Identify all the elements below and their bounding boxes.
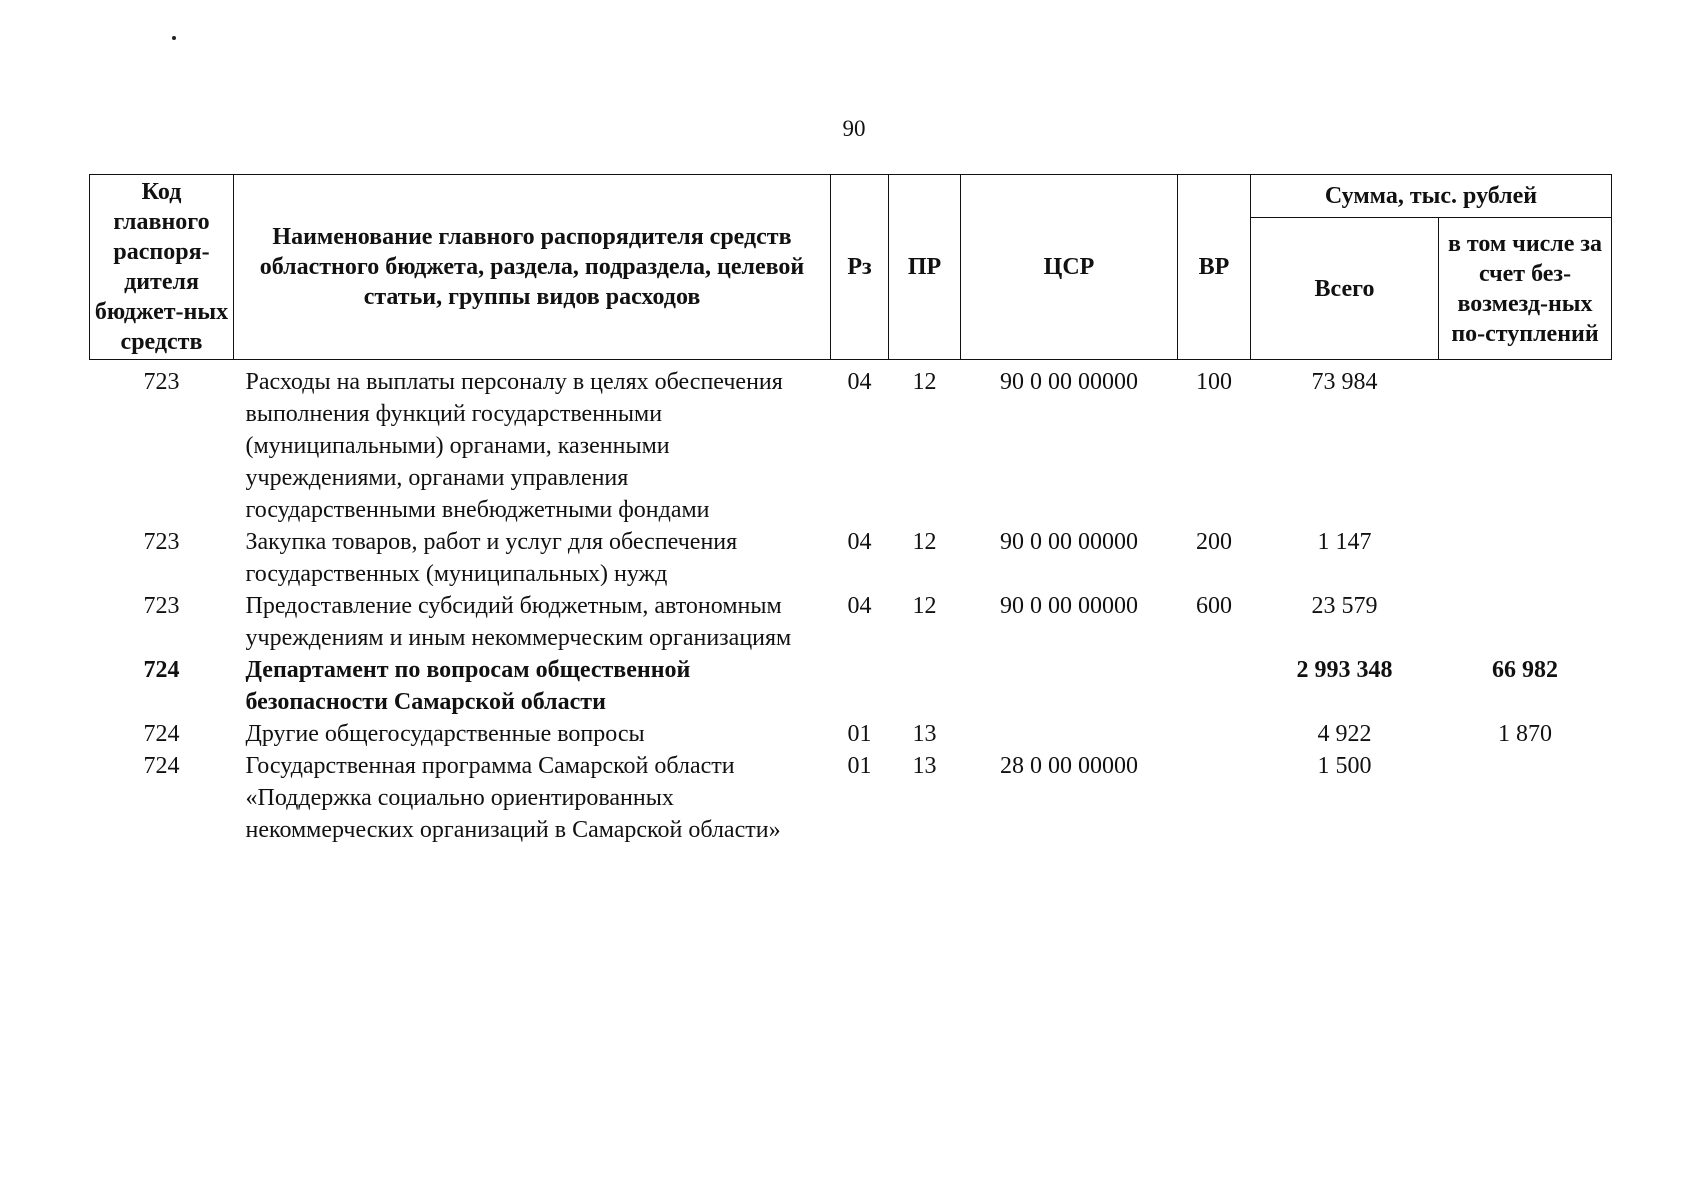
cell-code: 723 [143,369,180,395]
cell-code: 724 [143,753,180,779]
cell-vr: 200 [1196,529,1232,555]
cell-code: 724 [143,657,180,683]
cell-rz [831,654,889,718]
cell-total: 23 579 [1311,593,1378,619]
cell-vr [1178,654,1251,718]
header-code: Код главного распоря-дителя бюджет-ных средств [90,175,234,360]
cell-including [1439,360,1612,527]
cell-name: Другие общегосударственные вопросы [245,721,645,747]
cell-code: 724 [143,721,180,747]
cell-rz: 04 [847,369,872,395]
cell-name: Департамент по вопросам общественной безопасности Самарской области [245,657,691,715]
cell-vr: 100 [1196,369,1232,395]
cell-including: 66 982 [1492,657,1558,683]
table-row [90,590,1612,654]
cell-rz: 01 [847,753,872,779]
cell-including [1439,590,1612,654]
page-number: 90 [842,116,866,141]
cell-total: 1 147 [1317,529,1372,555]
header-total: Всего [1251,218,1439,360]
cell-name: Закупка товаров, работ и услуг для обеспечения государственных (муниципальных) нужд [245,529,738,587]
header-including: в том числе за счет без-возмезд-ных по-ступлений [1439,218,1612,360]
cell-total: 2 993 348 [1296,657,1393,683]
cell-including [1439,526,1612,590]
cell-name: Государственная программа Самарской области «Поддержка социально ориентированных некоммерческих организаций в Самарской области» [245,753,781,843]
table-row [90,750,1612,846]
cell-csr: 90 0 00 00000 [1000,369,1138,395]
header-vr: ВР [1178,175,1251,360]
table-body [90,360,1612,847]
cell-rz: 01 [847,721,872,747]
cell-including [1439,750,1612,846]
cell-pr [889,654,961,718]
cell-name: Расходы на выплаты персоналу в целях обеспечения выполнения функций государственными (муниципальными) органами, казенными учреждениями, органами управления государственными внебюджетными фондами [245,369,783,523]
table-row [90,360,1612,527]
cell-total: 73 984 [1311,369,1378,395]
cell-rz: 04 [847,593,872,619]
cell-csr: 28 0 00 00000 [1000,753,1138,779]
header-pr: ПР [889,175,961,360]
cell-rz: 04 [847,529,872,555]
cell-pr: 12 [912,593,937,619]
cell-vr: 600 [1196,593,1232,619]
cell-vr [1178,750,1251,846]
table-row [90,654,1612,718]
header-rz: Рз [831,175,889,360]
table-row [90,718,1612,750]
scan-speck [172,36,176,40]
table-row [90,526,1612,590]
table-header [90,175,1612,360]
cell-total: 4 922 [1317,721,1372,747]
header-name: Наименование главного распорядителя средств областного бюджета, раздела, подраздела, целевой статьи, группы видов расходов [234,175,831,360]
cell-csr: 90 0 00 00000 [1000,529,1138,555]
cell-code: 723 [143,593,180,619]
cell-pr: 13 [912,721,937,747]
cell-pr: 13 [912,753,937,779]
cell-csr [961,718,1178,750]
cell-pr: 12 [912,369,937,395]
cell-name: Предоставление субсидий бюджетным, автономным учреждениям и иным некоммерческим организациям [245,593,792,651]
cell-including: 1 870 [1498,721,1552,747]
cell-total: 1 500 [1317,753,1372,779]
header-csr: ЦСР [961,175,1178,360]
cell-csr: 90 0 00 00000 [1000,593,1138,619]
budget-table [89,174,1612,846]
cell-csr [961,654,1178,718]
cell-code: 723 [143,529,180,555]
cell-vr [1178,718,1251,750]
cell-pr: 12 [912,529,937,555]
header-sum-group: Сумма, тыс. рублей [1251,175,1612,218]
